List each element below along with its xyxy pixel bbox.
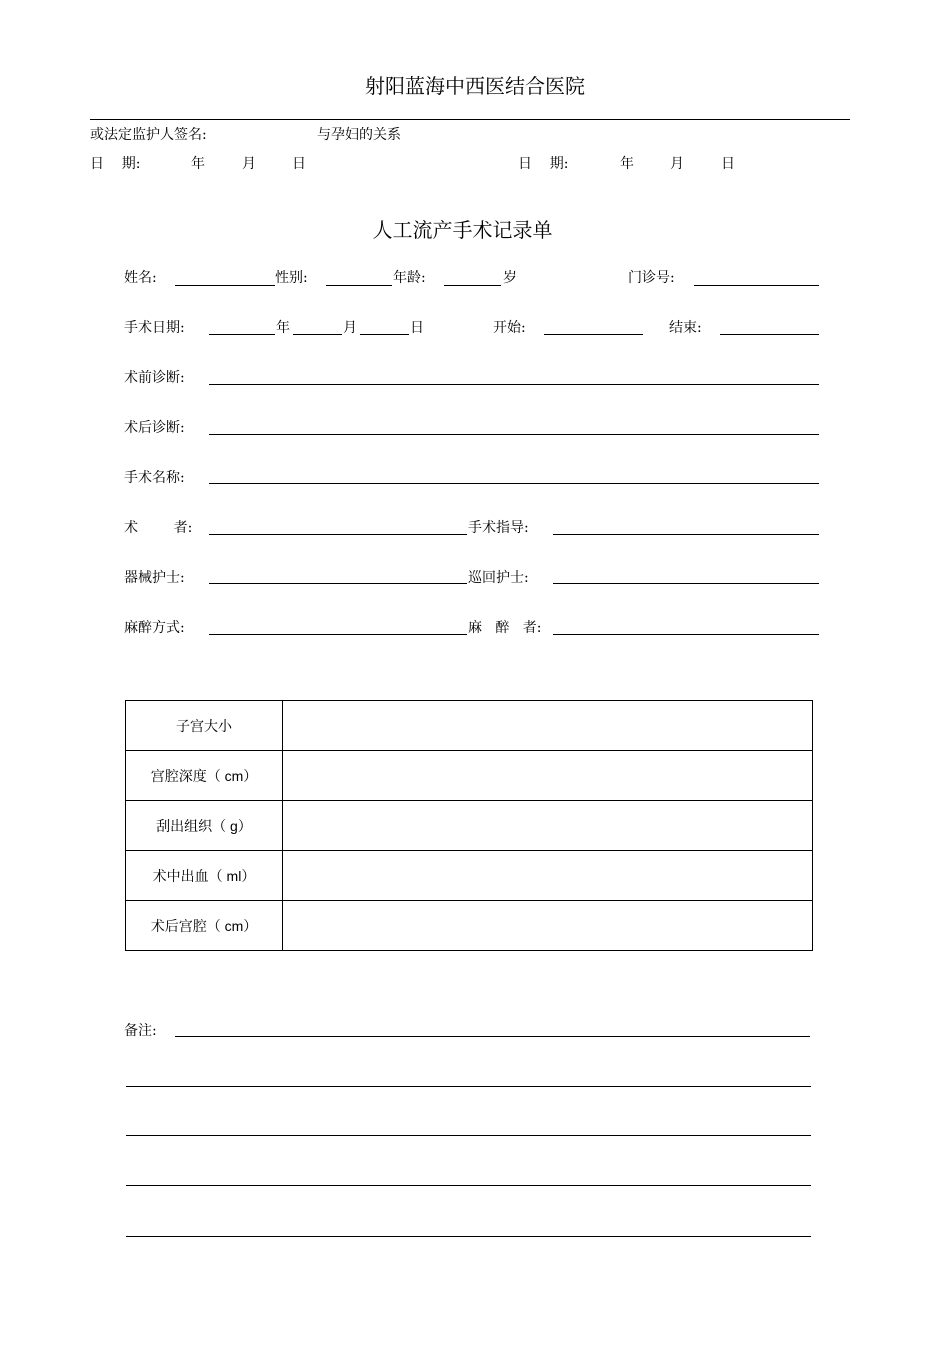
table-row — [126, 901, 813, 951]
guardian-signature-label: 或法定监护人签名: — [90, 127, 207, 143]
pre-diagnosis-label: 术前诊断: — [124, 370, 185, 386]
start-label: 开始: — [493, 320, 526, 336]
instrument-nurse-label: 器械护士: — [124, 570, 185, 586]
form-title: 人工流产手术记录单 — [372, 218, 553, 242]
table-row — [126, 801, 813, 851]
table-row — [126, 751, 813, 801]
age-label: 年龄: — [393, 270, 426, 286]
surgery-name-label: 手术名称: — [124, 470, 185, 486]
circulating-nurse-label: 巡回护士: — [468, 570, 529, 586]
uterus-size-value[interactable] — [283, 701, 813, 751]
date-label-right: 日 期: — [518, 156, 569, 172]
blood-loss-label: 术中出血（ ml） — [126, 851, 283, 901]
anesthetist-field[interactable] — [553, 634, 819, 635]
table-row — [126, 851, 813, 901]
remarks-line[interactable] — [126, 1086, 811, 1087]
anesthetist-label: 麻 醉 者: — [468, 620, 542, 636]
pre-diagnosis-field[interactable] — [209, 384, 819, 385]
month-label-left: 月 — [242, 156, 256, 172]
post-cavity-label: 术后宫腔（ cm） — [126, 901, 283, 951]
surgery-record-table — [125, 700, 813, 951]
name-label: 姓名: — [124, 270, 157, 286]
surgery-day-field[interactable] — [360, 334, 409, 335]
surgery-day-label: 日 — [410, 320, 424, 336]
surgery-month-field[interactable] — [293, 334, 342, 335]
age-unit: 岁 — [503, 270, 517, 286]
year-label-right: 年 — [620, 156, 634, 172]
surgery-date-label: 手术日期: — [124, 320, 185, 336]
remarks-line[interactable] — [126, 1185, 811, 1186]
cavity-depth-label: 宫腔深度（ cm） — [126, 751, 283, 801]
surgeon-field[interactable] — [209, 534, 467, 535]
table-row — [126, 701, 813, 751]
surgery-guide-field[interactable] — [553, 534, 819, 535]
end-field[interactable] — [720, 334, 819, 335]
surgery-year-field[interactable] — [209, 334, 275, 335]
surgeon-label: 术 者: — [124, 520, 193, 536]
end-label: 结束: — [669, 320, 702, 336]
tissue-removed-value[interactable] — [283, 801, 813, 851]
month-label-right: 月 — [670, 156, 684, 172]
start-field[interactable] — [544, 334, 643, 335]
age-field[interactable] — [444, 285, 501, 286]
remarks-line[interactable] — [126, 1236, 811, 1237]
post-cavity-value[interactable] — [283, 901, 813, 951]
anesthesia-method-label: 麻醉方式: — [124, 620, 185, 636]
surgery-month-label: 月 — [343, 320, 357, 336]
header-divider — [90, 119, 850, 120]
surgery-year-label: 年 — [276, 320, 290, 336]
gender-label: 性别: — [275, 270, 308, 286]
clinic-number-label: 门诊号: — [628, 270, 675, 286]
uterus-size-label: 子宫大小 — [126, 701, 283, 751]
date-label-left: 日 期: — [90, 156, 141, 172]
surgery-name-field[interactable] — [209, 483, 819, 484]
day-label-right: 日 — [721, 156, 735, 172]
gender-field[interactable] — [326, 285, 392, 286]
surgery-guide-label: 手术指导: — [468, 520, 529, 536]
post-diagnosis-label: 术后诊断: — [124, 420, 185, 436]
hospital-name: 射阳蓝海中西医结合医院 — [365, 74, 585, 98]
remarks-line[interactable] — [175, 1036, 810, 1037]
tissue-removed-label: 刮出组织（ g） — [126, 801, 283, 851]
year-label-left: 年 — [191, 156, 205, 172]
circulating-nurse-field[interactable] — [553, 583, 819, 584]
cavity-depth-value[interactable] — [283, 751, 813, 801]
blood-loss-value[interactable] — [283, 851, 813, 901]
remarks-label: 备注: — [124, 1023, 157, 1039]
day-label-left: 日 — [292, 156, 306, 172]
name-field[interactable] — [175, 285, 275, 286]
remarks-line[interactable] — [126, 1135, 811, 1136]
relation-label: 与孕妇的关系 — [317, 127, 401, 143]
instrument-nurse-field[interactable] — [209, 583, 467, 584]
post-diagnosis-field[interactable] — [209, 434, 819, 435]
anesthesia-method-field[interactable] — [209, 634, 467, 635]
clinic-number-field[interactable] — [694, 285, 819, 286]
